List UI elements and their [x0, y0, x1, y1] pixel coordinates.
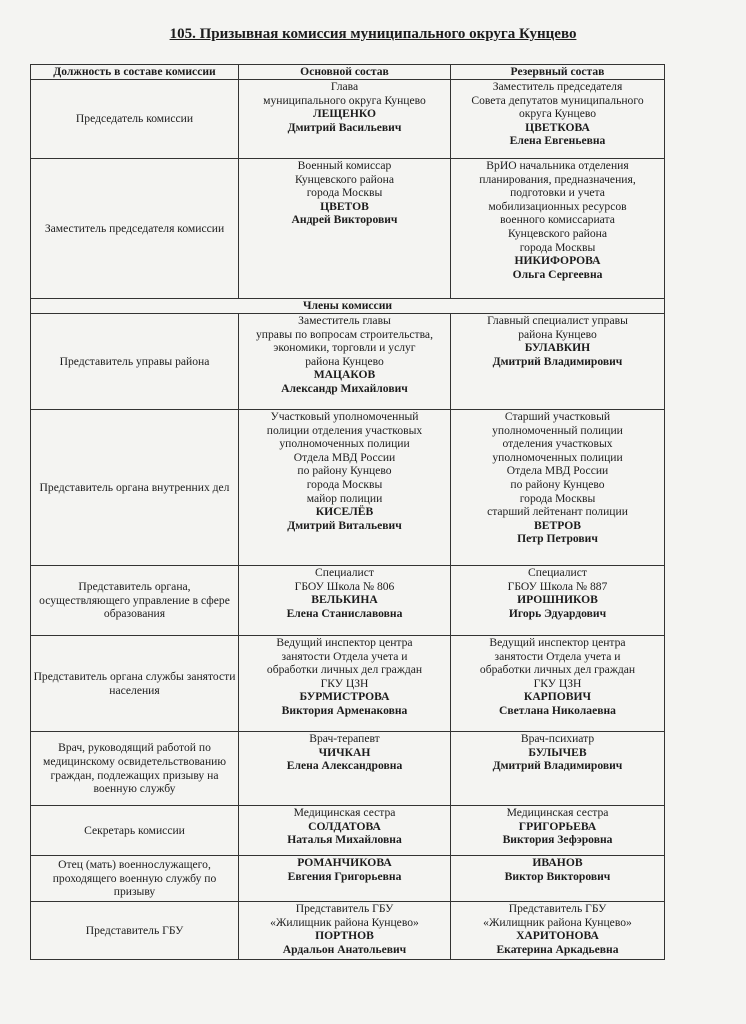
- surname: ГРИГОРЬЕВА: [518, 819, 597, 833]
- reserve-member-cell: [451, 410, 665, 566]
- position-cell: Врач, руководящий работой по медицинскому освидетельствованию граждан, подлежащих призыву на военную службу: [31, 732, 239, 806]
- role-line: Заместитель председателя: [492, 80, 623, 93]
- role-line: Старший участковый: [504, 410, 611, 423]
- role-line: Ведущий инспектор центра: [276, 636, 413, 649]
- main-member-cell: [239, 856, 451, 902]
- full-name: Евгения Григорьевна: [287, 869, 402, 883]
- role-line: района Кунцево: [305, 354, 384, 368]
- reserve-member-cell: [451, 159, 665, 299]
- role-line: округа Кунцево: [518, 107, 597, 121]
- role-line: Медицинская сестра: [506, 806, 609, 819]
- position-cell: Представитель органа внутренних дел: [31, 410, 239, 566]
- surname: РОМАНЧИКОВА: [297, 856, 392, 869]
- role-line: Глава: [330, 80, 359, 93]
- role-line: города Москвы: [306, 477, 383, 491]
- role-line: Заместитель главы: [298, 314, 391, 327]
- section-members-title: Члены комиссии: [31, 299, 665, 314]
- page-title: [0, 26, 746, 43]
- table-row: [31, 159, 665, 299]
- role-line: Военный комиссар: [297, 159, 392, 172]
- surname: НИКИФОРОВА: [514, 254, 601, 268]
- full-name: Петр Петрович: [517, 532, 598, 546]
- main-member-cell: [239, 314, 451, 410]
- position-cell: Представитель органа службы занятости населения: [31, 636, 239, 732]
- role-line: уполномоченных полиции: [492, 450, 623, 464]
- table-row: [31, 806, 665, 856]
- role-line: Участковый уполномоченный: [270, 410, 419, 423]
- role-line: подготовки и учета: [510, 186, 605, 200]
- role-line: Специалист: [528, 566, 587, 579]
- surname: БУРМИСТРОВА: [299, 690, 390, 704]
- surname: ЦВЕТОВ: [320, 199, 369, 213]
- full-name: Александр Михайлович: [281, 381, 408, 395]
- role-line: города Москвы: [519, 240, 596, 254]
- role-line: Специалист: [315, 566, 374, 579]
- header-position: Должность в составе комиссии: [31, 65, 239, 80]
- position-cell: Председатель комиссии: [31, 80, 239, 159]
- table-row: [31, 856, 665, 902]
- reserve-member-cell: [451, 80, 665, 159]
- table-row: [31, 902, 665, 960]
- table-row: [31, 410, 665, 566]
- role-line: обработки личных дел граждан: [479, 663, 636, 677]
- position-cell: Представитель ГБУ: [31, 902, 239, 960]
- role-line: майор полиции: [306, 491, 383, 505]
- role-line: ГКУ ЦЗН: [533, 676, 582, 690]
- role-line: Представитель ГБУ: [295, 902, 394, 915]
- role-line: занятости Отдела учета и: [494, 649, 621, 663]
- surname: МАЦАКОВ: [313, 368, 376, 382]
- table-body: [31, 80, 665, 960]
- surname: КИСЕЛЁВ: [315, 505, 374, 519]
- role-line: ГБОУ Школа № 887: [507, 579, 608, 593]
- role-line: Главный специалист управы: [487, 314, 628, 327]
- role-line: Врач-терапевт: [309, 732, 380, 745]
- position-cell: Секретарь комиссии: [31, 806, 239, 856]
- role-line: района Кунцево: [518, 327, 597, 341]
- role-line: ГКУ ЦЗН: [320, 676, 369, 690]
- position-cell: Представитель органа, осуществляющего управление в сфере образования: [31, 566, 239, 636]
- role-line: уполномоченных полиции: [279, 437, 410, 451]
- full-name: Дмитрий Васильевич: [287, 120, 402, 134]
- surname: СОЛДАТОВА: [308, 819, 381, 833]
- role-line: «Жилищник района Кунцево»: [270, 915, 419, 929]
- main-member-cell: [239, 732, 451, 806]
- surname: ИВАНОВ: [532, 856, 583, 869]
- role-line: Отдела МВД России: [293, 450, 396, 464]
- role-line: ВрИО начальника отделения: [486, 159, 629, 172]
- header-reserve: Резервный состав: [451, 65, 665, 80]
- full-name: Елена Александровна: [286, 759, 403, 773]
- role-line: Кунцевского района: [507, 226, 608, 240]
- full-name: Игорь Эдуардович: [508, 606, 607, 620]
- full-name: Виктор Викторович: [504, 869, 611, 883]
- role-line: города Москвы: [519, 491, 596, 505]
- header-main: Основной состав: [239, 65, 451, 80]
- surname: ПОРТНОВ: [315, 929, 374, 943]
- main-member-cell: [239, 566, 451, 636]
- role-line: отделения участковых: [502, 437, 613, 451]
- role-line: военного комиссариата: [500, 213, 615, 227]
- role-line: уполномоченный полиции: [492, 423, 623, 437]
- reserve-member-cell: [451, 856, 665, 902]
- full-name: Дмитрий Владимирович: [492, 759, 623, 773]
- role-line: обработки личных дел граждан: [266, 663, 423, 677]
- table-row: [31, 80, 665, 159]
- role-line: Совета депутатов муниципального: [471, 93, 644, 107]
- full-name: Елена Евгеньевна: [509, 134, 606, 148]
- role-line: муниципального округа Кунцево: [263, 93, 426, 107]
- full-name: Виктория Зефэровна: [502, 833, 613, 847]
- full-name: Светлана Николаевна: [499, 703, 616, 717]
- surname: БУЛАВКИН: [524, 341, 591, 355]
- full-name: Андрей Викторович: [291, 213, 398, 227]
- surname: ЦВЕТКОВА: [525, 120, 590, 134]
- full-name: Екатерина Аркадьевна: [496, 942, 619, 956]
- full-name: Виктория Арменаковна: [281, 703, 408, 717]
- position-cell: Отец (мать) военнослужащего, проходящего военную службу по призыву: [31, 856, 239, 902]
- role-line: старший лейтенант полиции: [487, 505, 628, 519]
- reserve-member-cell: [451, 902, 665, 960]
- role-line: Отдела МВД России: [506, 464, 609, 478]
- role-line: по району Кунцево: [510, 477, 605, 491]
- full-name: Наталья Михайловна: [287, 833, 402, 847]
- reserve-member-cell: [451, 732, 665, 806]
- surname: ХАРИТОНОВА: [516, 929, 599, 943]
- role-line: управы по вопросам строительства,: [256, 327, 433, 341]
- main-member-cell: [239, 159, 451, 299]
- position-cell: Представитель управы района: [31, 314, 239, 410]
- role-line: Врач-психиатр: [520, 732, 595, 745]
- full-name: Дмитрий Владимирович: [492, 354, 623, 368]
- surname: ИРОШНИКОВ: [517, 593, 598, 607]
- main-member-cell: [239, 806, 451, 856]
- role-line: Представитель ГБУ: [508, 902, 607, 915]
- reserve-member-cell: [451, 314, 665, 410]
- role-line: занятости Отдела учета и: [281, 649, 408, 663]
- role-line: города Москвы: [306, 186, 383, 200]
- full-name: Елена Станиславовна: [286, 606, 403, 620]
- surname: КАРПОВИЧ: [523, 690, 592, 704]
- full-name: Дмитрий Витальевич: [287, 518, 402, 532]
- surname: ЧИЧКАН: [318, 745, 371, 759]
- role-line: Медицинская сестра: [293, 806, 396, 819]
- position-cell: Заместитель председателя комиссии: [31, 159, 239, 299]
- role-line: Кунцевского района: [294, 172, 395, 186]
- surname: ВЕЛЬКИНА: [311, 593, 378, 607]
- table-row: [31, 314, 665, 410]
- full-name: Ардальон Анатольевич: [282, 942, 407, 956]
- surname: ВЕТРОВ: [534, 518, 581, 532]
- main-member-cell: [239, 902, 451, 960]
- table-row: [31, 732, 665, 806]
- role-line: мобилизационных ресурсов: [488, 199, 627, 213]
- main-member-cell: [239, 636, 451, 732]
- table-header-row: [31, 65, 665, 80]
- role-line: ГБОУ Школа № 806: [294, 579, 395, 593]
- main-member-cell: [239, 410, 451, 566]
- commission-table: [30, 64, 665, 960]
- role-line: «Жилищник района Кунцево»: [483, 915, 632, 929]
- table-row: [31, 636, 665, 732]
- section-row: [31, 299, 665, 314]
- role-line: планирования, предназначения,: [479, 172, 636, 186]
- table-row: [31, 566, 665, 636]
- reserve-member-cell: [451, 566, 665, 636]
- role-line: полиции отделения участковых: [266, 423, 423, 437]
- full-name: Ольга Сергеевна: [512, 267, 603, 281]
- role-line: по району Кунцево: [297, 464, 392, 478]
- surname: БУЛЫЧЕВ: [528, 745, 587, 759]
- reserve-member-cell: [451, 806, 665, 856]
- role-line: Ведущий инспектор центра: [489, 636, 626, 649]
- main-member-cell: [239, 80, 451, 159]
- role-line: экономики, торговли и услуг: [273, 341, 416, 355]
- page-title-text: 105. Призывная комиссия муниципального округа Кунцево: [169, 26, 577, 42]
- reserve-member-cell: [451, 636, 665, 732]
- surname: ЛЕЩЕНКО: [313, 107, 376, 121]
